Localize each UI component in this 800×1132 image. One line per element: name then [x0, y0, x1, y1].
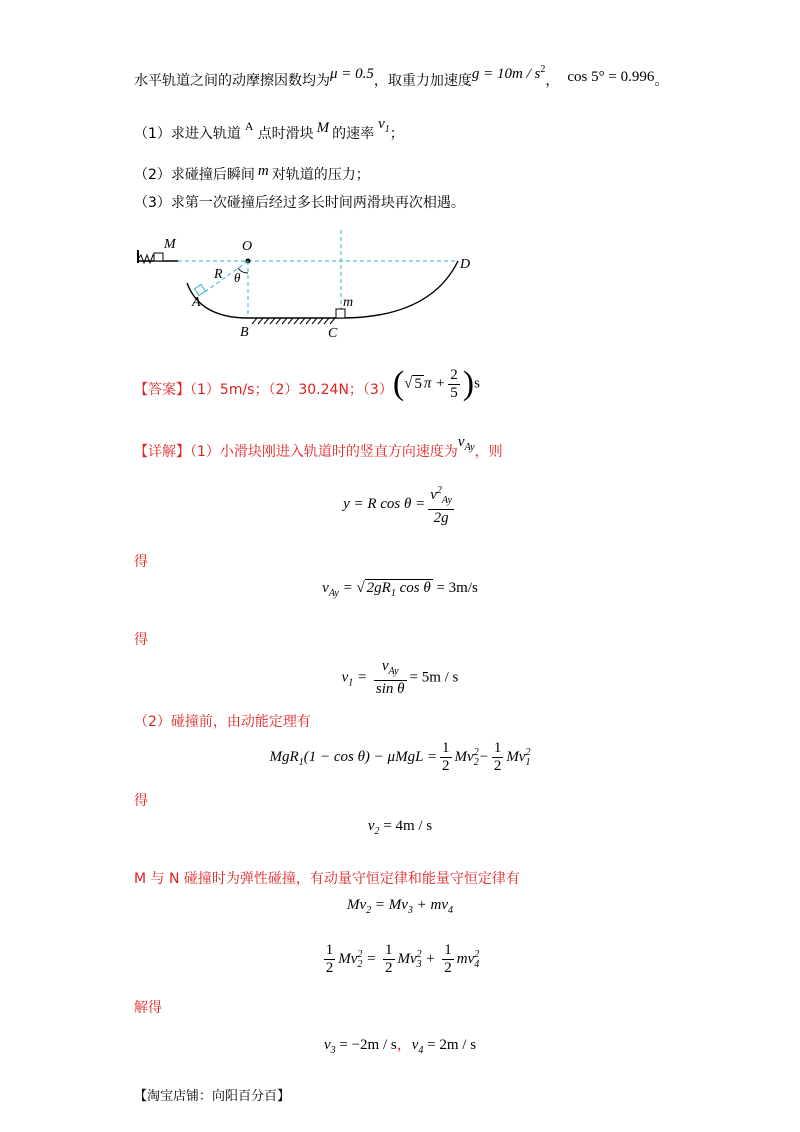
part-2-text: （2）碰撞前，由动能定理有: [134, 714, 311, 730]
arc-CD: [341, 261, 458, 318]
eq4-t2: Mv: [506, 748, 526, 765]
radius-line: [202, 261, 248, 294]
ground-hatching: [252, 318, 335, 324]
eq6-a-sub: 2: [366, 905, 372, 916]
eq4-t2-sup: 2: [525, 746, 531, 758]
solution-intro: [134, 434, 503, 463]
v1-symbol: v: [378, 116, 385, 132]
label-D: D: [460, 257, 471, 272]
eq6-b: = Mv: [371, 897, 408, 913]
answer-line: [134, 365, 480, 405]
answer-3-expression: (√ 5 π + $\frac{2}{5}$ )s: [392, 365, 480, 402]
eq4-half2-den: 2: [493, 758, 502, 774]
right-angle-marker: [194, 284, 205, 295]
eq7-f1-den: 2: [325, 960, 334, 976]
problem-text: 。: [654, 73, 669, 89]
part-2-collision-text: M 与 N 碰撞时为弹性碰撞，有动量守恒定律和能量守恒定律有: [134, 871, 520, 887]
eq2-root-end: cos θ: [399, 580, 431, 596]
label-O: O: [242, 239, 253, 254]
answer-tag: 【答案】: [134, 382, 190, 398]
question-text: （1）求进入轨道: [134, 126, 241, 142]
mu-value: μ = 0.5: [330, 66, 374, 82]
eq4-t2-sub: 1: [525, 756, 531, 768]
answer-sqrt: 5: [414, 375, 422, 392]
equation-7: [0, 942, 800, 977]
de-2: 得: [134, 632, 148, 648]
eq7-t1-sup: 2: [357, 948, 363, 960]
answer-pi: π +: [423, 375, 446, 392]
eq4-half1-den: 2: [442, 758, 450, 774]
mass-small-m-label: m: [257, 163, 269, 179]
eq3-den: sin θ: [375, 681, 405, 697]
eq2-rhs: = 3m/s: [432, 580, 478, 596]
eq7-f2-num: 1: [385, 942, 393, 958]
question-text: 的速率: [332, 126, 375, 142]
eq8-a-rhs: = −2m / s: [335, 1037, 397, 1053]
footer-shop: 【淘宝店铺：向阳百分百】: [134, 1089, 291, 1104]
eq7-t3: mv: [456, 950, 475, 967]
label-R: R: [214, 267, 223, 282]
eq7-t3-sub: 4: [474, 958, 480, 970]
eq2-root-sub: 1: [390, 588, 396, 599]
eq7-plus: +: [421, 950, 440, 967]
answer-frac-den: 5: [450, 384, 458, 401]
question-text: 对轨道的压力；: [271, 167, 370, 183]
eq2-eq: =: [338, 580, 357, 596]
problem-text: ，取重力加速度: [373, 73, 472, 89]
problem-text: ，: [545, 73, 560, 89]
point-a-label: A: [244, 119, 254, 133]
eq3-num: v: [381, 658, 389, 674]
eq6-b-sub: 3: [407, 905, 413, 916]
eq4-lhs-sub: 1: [298, 756, 304, 768]
eq2-root: 2gR: [366, 580, 391, 596]
question-1: [134, 116, 404, 145]
mass-m-label: M: [316, 120, 330, 136]
eq2-lhs: v: [322, 580, 329, 596]
eq4-lhs2: (1 − cos θ) − μMgL =: [303, 748, 438, 765]
eq1-num-sub: Ay: [441, 495, 452, 506]
eq5-rhs: = 4m / s: [379, 818, 433, 834]
question-2: [134, 164, 370, 184]
label-m: m: [343, 295, 354, 310]
eq6-a: Mv: [346, 897, 367, 913]
eq7-f1-num: 1: [325, 942, 334, 958]
question-text: 点时滑块: [257, 126, 314, 142]
eq6-c: + mv: [412, 897, 449, 913]
equation-3: $v_1$ = $\frac{v_{Ay}}{\text{sin θ}}$ = 5m / s: [341, 658, 459, 697]
de-1: 得: [134, 554, 148, 570]
eq1-lhs: y = R cos θ =: [343, 495, 426, 512]
eq3-num-sub: Ay: [388, 666, 399, 677]
eq1-den: 2g: [433, 510, 449, 526]
solution-tag: 【详解】: [134, 444, 190, 460]
eq8-b-rhs: = 2m / s: [423, 1037, 477, 1053]
eq4-t1: Mv: [454, 748, 474, 765]
eq7-f2-den: 2: [385, 960, 393, 976]
de-3: 得: [134, 793, 148, 809]
label-M: M: [164, 237, 176, 252]
eq6-c-sub: 4: [448, 905, 454, 916]
question-text: ；: [389, 126, 404, 142]
answer-values: （1）5m/s；（2）30.24N；（3）: [190, 382, 393, 398]
eq5-v: v: [367, 818, 375, 834]
v-ay-subscript: Ay: [464, 442, 475, 453]
eq4-minus: −: [478, 748, 489, 765]
eq4-half2-num: 1: [493, 740, 502, 756]
g-value: g = 10m / s: [471, 66, 541, 82]
eq2-lhs-sub: Ay: [328, 588, 339, 599]
eq4-half1-num: 1: [442, 740, 450, 756]
answer-unit: s: [474, 375, 480, 392]
eq8-a: v: [323, 1037, 331, 1053]
equation-2: $v_{Ay}$ = √ $2gR_1$ cos θ = 3m/s: [322, 580, 478, 599]
solution-text: ，则: [474, 444, 503, 460]
label-B: B: [240, 325, 249, 340]
block-M: [154, 253, 163, 261]
block-m: [336, 309, 345, 318]
eq8-b-sub: 4: [418, 1045, 424, 1056]
eq7-t3-sup: 2: [474, 948, 480, 960]
answer-frac-num: 2: [450, 366, 458, 383]
v-ay-symbol: v: [457, 434, 465, 450]
spring: [138, 255, 156, 263]
question-text: （2）求碰撞后瞬间: [134, 167, 255, 183]
eq8-a-sub: 3: [330, 1045, 336, 1056]
label-theta: θ: [234, 270, 241, 285]
eq7-t2-sup: 2: [416, 948, 422, 960]
eq4-t1-sub: 2: [473, 756, 479, 768]
eq7-t2: Mv: [397, 950, 417, 967]
eq8-sep: ，: [396, 1037, 412, 1053]
solve-label: 解得: [134, 1000, 162, 1016]
eq7-f3-num: 1: [444, 942, 452, 958]
problem-text: 水平轨道之间的动摩擦因数均为: [134, 73, 330, 89]
equation-5: [0, 818, 800, 837]
cos-value: cos 5° = 0.996: [567, 69, 655, 85]
eq7-t1: Mv: [338, 950, 358, 967]
equation-6: [0, 897, 800, 916]
eq4-t1-sup: 2: [473, 746, 479, 758]
v1-subscript: 1: [384, 124, 390, 135]
solution-text: （1）小滑块刚进入轨道时的竖直方向速度为: [190, 444, 458, 460]
eq7-eq: =: [362, 950, 380, 967]
eq1-num-sup: 2: [436, 485, 442, 496]
g-exponent: 2: [540, 64, 546, 75]
track-diagram: [130, 230, 490, 345]
eq7-t1-sub: 2: [357, 958, 363, 970]
problem-line-1: [134, 64, 669, 90]
label-A: A: [192, 295, 201, 310]
eq8-b: v: [411, 1037, 419, 1053]
eq1-num: v: [430, 487, 437, 503]
eq7-f3-den: 2: [444, 960, 452, 976]
eq3-lhs: v: [341, 669, 349, 686]
eq3-lhs-sub: 1: [348, 677, 354, 689]
eq4-lhs: MgR: [269, 748, 299, 765]
eq3-rhs: = 5m / s: [409, 669, 459, 686]
equation-4: [0, 740, 800, 775]
label-C: C: [328, 326, 338, 341]
question-3: （3）求第一次碰撞后经过多长时间两滑块再次相遇。: [134, 195, 465, 211]
equation-8: [0, 1033, 800, 1056]
eq5-sub: 2: [374, 826, 380, 837]
equation-1: [0, 482, 800, 527]
eq7-t2-sub: 3: [416, 958, 422, 970]
